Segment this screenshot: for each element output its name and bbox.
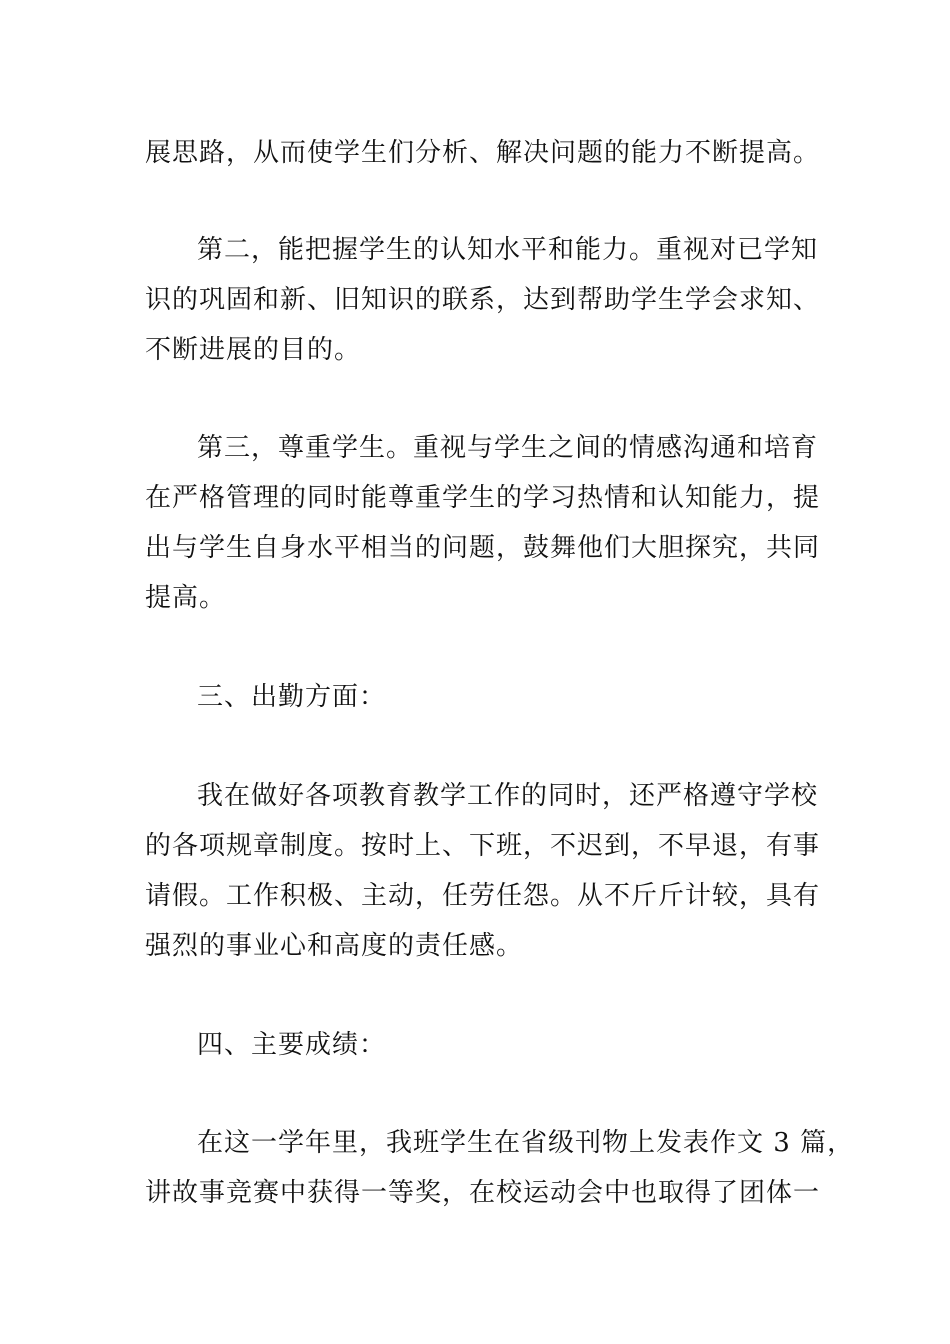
text-line: 展思路，从而使学生们分析、解决问题的能力不断提高。 (145, 138, 821, 168)
paragraph-second-point (145, 225, 821, 375)
section-heading-achievements (145, 1020, 810, 1070)
text-line: 在严格管理的同时能尊重学生的学习热情和认知能力，提 (145, 483, 821, 513)
section-heading-attendance (145, 672, 810, 722)
heading-text: 三、出勤方面： (197, 682, 387, 712)
text-line: 请假。工作积极、主动，任劳任怨。从不斤斤计较，具有 (145, 881, 821, 911)
text-line: 我在做好各项教育教学工作的同时，还严格遵守学校 (197, 781, 819, 811)
text-line: 出与学生自身水平相当的问题，鼓舞他们大胆探究，共同 (145, 533, 821, 563)
paragraph-attendance (145, 771, 821, 971)
text-line: 的各项规章制度。按时上、下班，不迟到，不早退，有事 (145, 831, 821, 861)
text-line: 第二，能把握学生的认知水平和能力。重视对已学知 (197, 235, 819, 265)
paragraph-achievements (145, 1118, 855, 1218)
paragraph-third-point (145, 423, 821, 623)
heading-text: 四、主要成绩： (197, 1030, 387, 1060)
text-line: 不断进展的目的。 (145, 335, 362, 365)
text-line: 提高。 (145, 583, 227, 613)
text-line: 识的巩固和新、旧知识的联系，达到帮助学生学会求知、 (145, 285, 821, 315)
text-line: 第三，尊重学生。重视与学生之间的情感沟通和培育 (197, 433, 819, 463)
paragraph-continuation (145, 128, 821, 178)
text-line: 强烈的事业心和高度的责任感。 (145, 931, 524, 961)
text-line: 在这一学年里，我班学生在省级刊物上发表作文 3 篇， (197, 1128, 855, 1158)
text-line: 讲故事竞赛中获得一等奖，在校运动会中也取得了团体一 (145, 1178, 821, 1208)
